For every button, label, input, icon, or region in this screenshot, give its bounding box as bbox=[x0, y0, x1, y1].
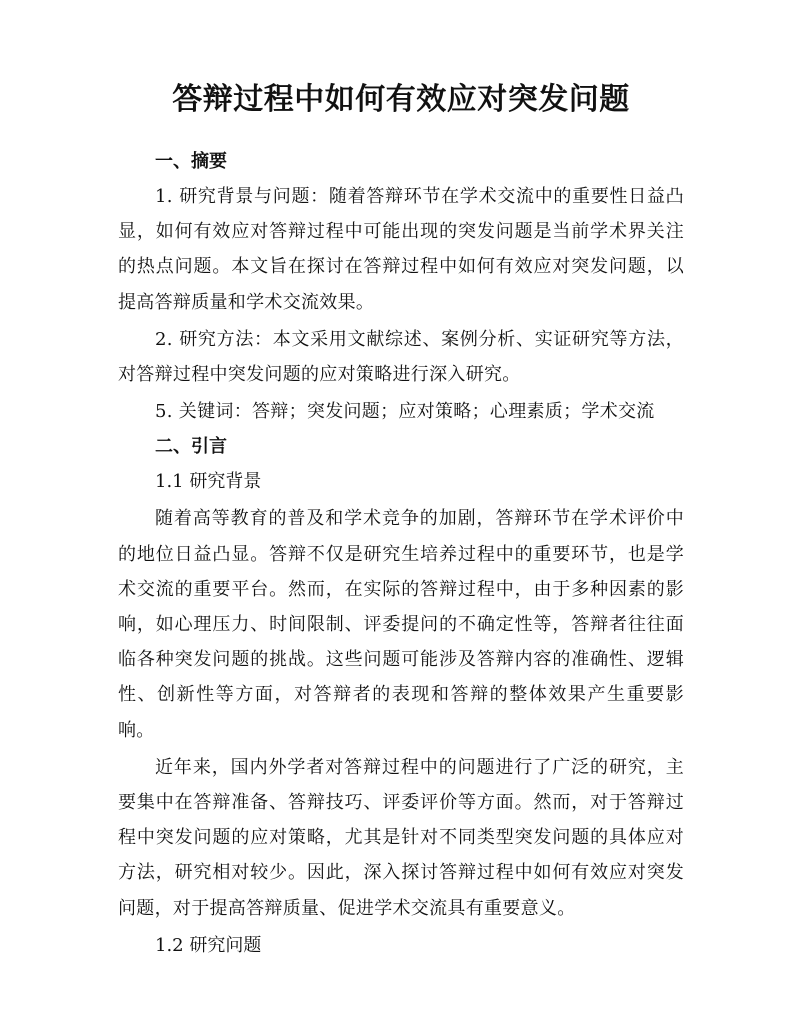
abstract-item-keywords: 5. 关键词：答辩；突发问题；应对策略；心理素质；学术交流 bbox=[155, 401, 655, 423]
research-question-heading: 1.2 研究问题 bbox=[155, 934, 262, 956]
research-background-heading: 1.1 研究背景 bbox=[155, 471, 262, 493]
abstract-item-method: 2. 研究方法：本文采用文献综述、案例分析、实证研究等方法，对答辩过程中突发问题的应对策略进行深入研究。 bbox=[118, 328, 684, 386]
background-paragraph: 随着高等教育的普及和学术竞争的加剧，答辩环节在学术评价中的地位日益凸显。答辩不仅是研究生培养过程中的重要环节，也是学术交流的重要平台。然而，在实际的答辩过程中，由于多种因素的影响，如心理压力、时间限制、评委提问的不确定性等，答辩者往往面临各种突发问题的挑战。这些问题可能涉及答辩内容的准确性、逻辑性、创新性等方面，对答辩者的表现和答辩的整体效果产生重要影响。 bbox=[118, 508, 684, 741]
related-work-paragraph: 近年来，国内外学者对答辩过程中的问题进行了广泛的研究，主要集中在答辩准备、答辩技巧、评委评价等方面。然而，对于答辩过程中突发问题的应对策略，尤其是针对不同类型突发问题的具体应对方法，研究相对较少。因此，深入探讨答辩过程中如何有效应对突发问题，对于提高答辩质量、促进学术交流具有重要意义。 bbox=[118, 756, 684, 919]
abstract-item-background: 1. 研究背景与问题：随着答辩环节在学术交流中的重要性日益凸显，如何有效应对答辩过程中可能出现的突发问题是当前学术界关注的热点问题。本文旨在探讨在答辩过程中如何有效应对突发问题，以提高答辩质量和学术交流效果。 bbox=[118, 186, 684, 313]
document-page bbox=[118, 80, 684, 963]
abstract-heading: 一、摘要 bbox=[155, 151, 227, 172]
introduction-heading: 二、引言 bbox=[155, 436, 227, 458]
document-title: 答辩过程中如何有效应对突发问题 bbox=[172, 82, 630, 117]
